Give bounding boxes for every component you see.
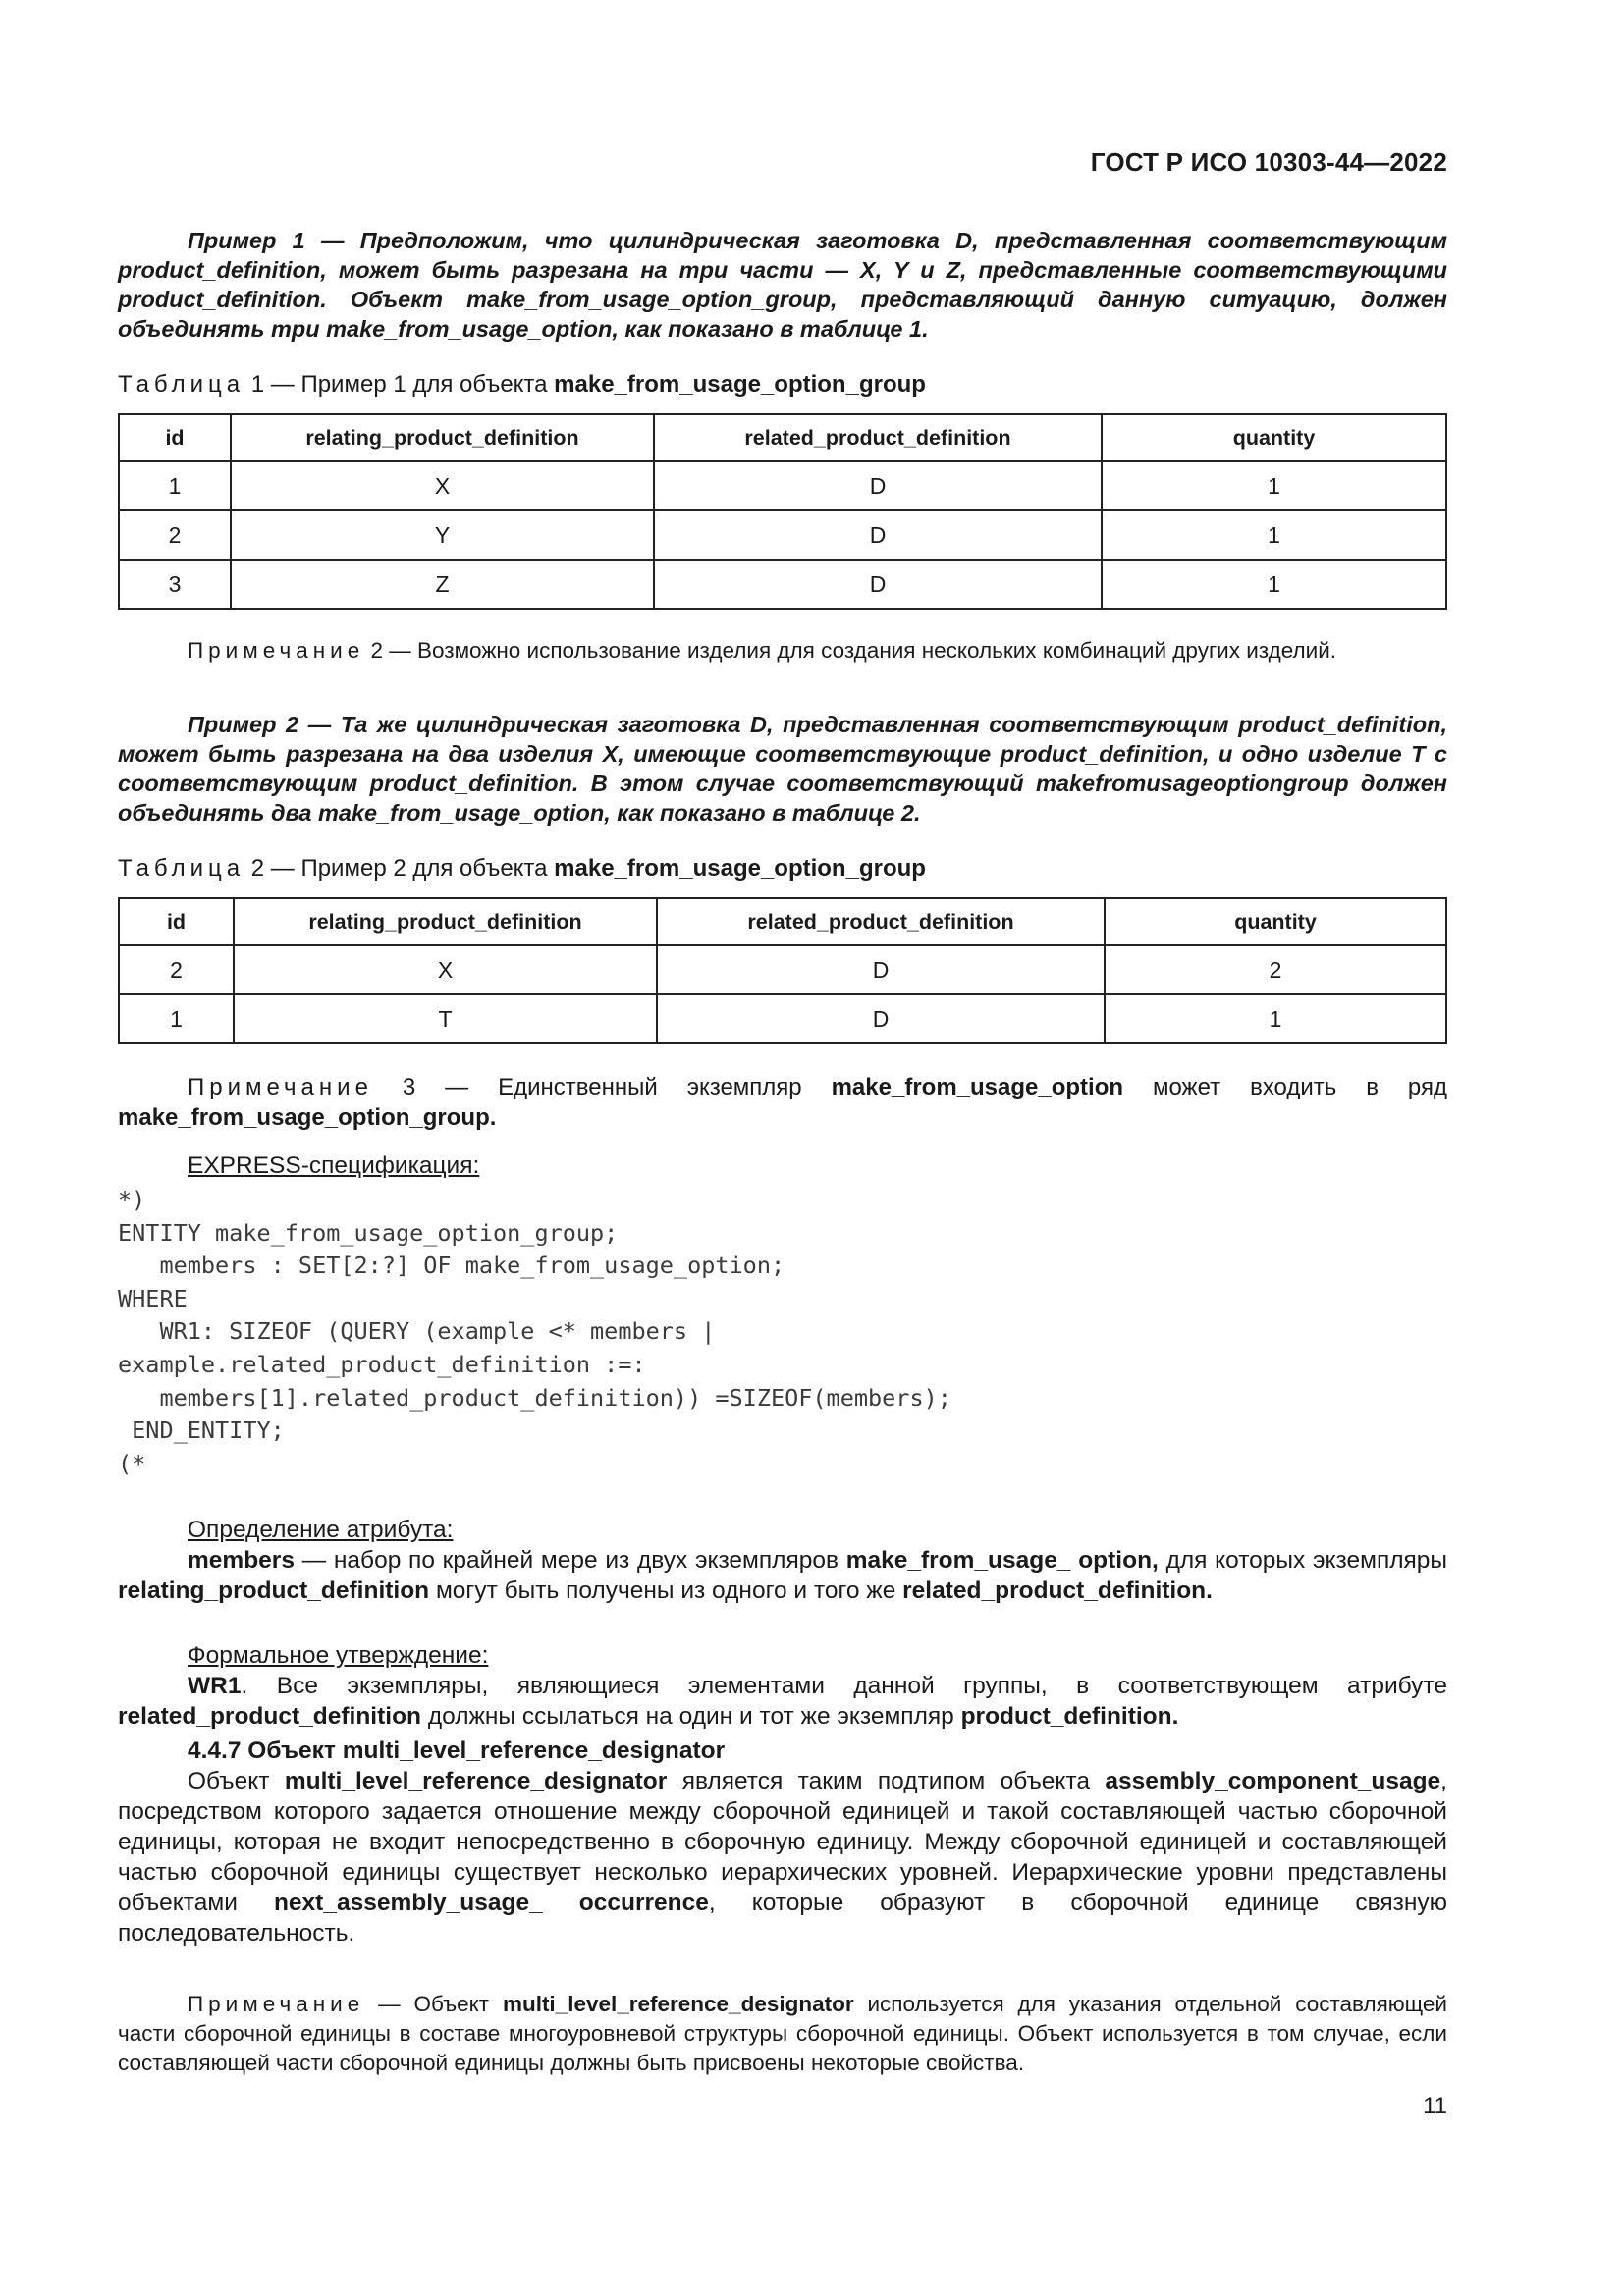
table-2-caption-entity: make_from_usage_option_group	[554, 855, 926, 881]
table-cell: 1	[119, 461, 231, 510]
table-cell: D	[657, 994, 1105, 1043]
table-row	[119, 510, 1446, 560]
table-cell: 2	[119, 510, 231, 560]
attribute-text-c: могут быть получены из одного и того же	[429, 1577, 903, 1604]
example-1	[118, 226, 1447, 344]
express-heading: EXPRESS-спецификация:	[188, 1152, 480, 1179]
table-cell: T	[234, 994, 657, 1043]
table-cell: Z	[231, 560, 654, 609]
table-2-header-cell: related_product_definition	[657, 898, 1105, 945]
final-note-text-a: — Объект	[364, 1992, 503, 2016]
section-title: 4.4.7 Объект multi_level_reference_designator	[188, 1737, 726, 1764]
table-cell: X	[231, 461, 654, 510]
table-2-header-cell: relating_product_definition	[234, 898, 657, 945]
note-2-label: Примечание	[188, 638, 365, 663]
table-1-header-cell: relating_product_definition	[231, 414, 654, 461]
table-row	[119, 560, 1446, 609]
table-cell: D	[654, 461, 1102, 510]
section-text-b: является таким подтипом объекта	[667, 1768, 1106, 1794]
final-note	[118, 1990, 1447, 2078]
attribute-text-b: для которых экземпляры	[1158, 1547, 1448, 1574]
table-1-header-cell: related_product_definition	[654, 414, 1102, 461]
table-cell: D	[654, 560, 1102, 609]
note-3	[118, 1072, 1447, 1133]
section-text-d: , которые образуют в сборочной единице связную последовательность.	[118, 1890, 1448, 1947]
section-text-a: Объект	[188, 1768, 285, 1794]
table-cell: 1	[1105, 994, 1446, 1043]
table-1-header-row	[119, 414, 1446, 461]
table-row	[119, 994, 1446, 1043]
table-1-caption-prefix: Таблица	[118, 371, 245, 398]
example-1-text: — Предположим, что цилиндрическая заготовка D, представленная соответствующим product_definition, может быть разрезана на три части — X, Y и Z, представленные соответствующими product_definition. Объект make_from_usage_option_group, представляющий данную ситуацию, должен объединять три make_from_usage_option, как показано в таблице 1.	[118, 228, 1447, 342]
table-1-caption-entity: make_from_usage_option_group	[554, 371, 926, 398]
attribute-entity-b: relating_product_definition	[118, 1577, 430, 1604]
table-cell: 2	[1105, 945, 1446, 994]
table-cell: Y	[231, 510, 654, 560]
table-row	[119, 945, 1446, 994]
formal-proposition-heading: Формальное утверждение:	[188, 1642, 489, 1669]
final-note-text-b: используется для указания отдельной составляющей части сборочной единицы в составе многоуровневой структуры сборочной единицы. Объект используется в том случае, если составляющей части сборочной единицы должны быть присвоены некоторые свойства.	[118, 1992, 1448, 2075]
table-cell: 1	[1102, 510, 1446, 560]
table-1-caption	[118, 370, 1447, 400]
table-cell: D	[657, 945, 1105, 994]
table-cell: 1	[1102, 560, 1446, 609]
table-2-header-cell: id	[119, 898, 234, 945]
table-cell: 3	[119, 560, 231, 609]
express-heading-block	[118, 1150, 1447, 1181]
formal-text-a: . Все экземпляры, являющиеся элементами данной группы, в соответствующем атрибуте	[241, 1673, 1447, 1699]
table-2	[118, 897, 1447, 1044]
note-3-text-a: 3 — Единственный экземпляр	[372, 1074, 832, 1100]
table-1-header-cell: quantity	[1102, 414, 1446, 461]
table-1-header-cell: id	[119, 414, 231, 461]
attribute-definition-heading: Определение атрибута:	[188, 1517, 454, 1543]
section-entity-c: next_assembly_usage_ occurrence	[273, 1890, 709, 1916]
note-2-text: 2 — Возможно использование изделия для создания нескольких комбинаций других изделий.	[364, 638, 1337, 663]
table-2-header-cell: quantity	[1105, 898, 1446, 945]
formal-proposition	[118, 1640, 1447, 1732]
note-3-entity-a: make_from_usage_option	[831, 1074, 1124, 1100]
attribute-name: members	[188, 1547, 295, 1574]
formal-entity-a: related_product_definition	[118, 1703, 422, 1730]
section-4-4-7	[118, 1735, 1447, 1949]
attribute-definition	[118, 1515, 1447, 1606]
note-3-text-b: может входить в ряд	[1123, 1074, 1447, 1100]
table-2-header-row	[119, 898, 1446, 945]
table-cell: 1	[1102, 461, 1446, 510]
attribute-entity-a: make_from_usage_ option,	[845, 1547, 1159, 1574]
section-entity-b: assembly_component_usage	[1105, 1768, 1441, 1794]
table-row	[119, 461, 1446, 510]
final-note-label: Примечание	[188, 1992, 365, 2016]
table-1	[118, 413, 1447, 610]
table-2-caption-rest: 2 — Пример 2 для объекта	[244, 855, 555, 881]
table-cell: 1	[119, 994, 234, 1043]
table-2-caption-prefix: Таблица	[118, 855, 245, 881]
table-2-caption	[118, 854, 1447, 883]
note-3-entity-b: make_from_usage_option_group.	[118, 1104, 497, 1131]
section-entity-a: multi_level_reference_designator	[284, 1768, 668, 1794]
formal-entity-b: product_definition.	[960, 1703, 1179, 1730]
formal-text-b: должны ссылаться на один и тот же экземпляр	[421, 1703, 961, 1730]
express-code: *) ENTITY make_from_usage_option_group; members : SET[2:?] OF make_from_usage_option; WHERE WR1: SIZEOF (QUERY (example <* members | example.related_product_definition :=: members[1].related_product_definition)) =SIZEOF(members); END_ENTITY; (*	[118, 1186, 951, 1477]
document-header: ГОСТ Р ИСО 10303-44—2022	[1090, 147, 1447, 177]
attribute-text-a: — набор по крайней мере из двух экземпляров	[294, 1547, 846, 1574]
example-2-text: Пример 2 — Та же цилиндрическая заготовка D, представленная соответствующим product_definition, может быть разрезана на два изделия X, имеющие соответствующие product_definition, и одно изделие T с соответствующим product_definition. В этом случае соответствующий makefromusageoptiongroup должен объединять два make_from_usage_option, как показано в таблице 2.	[118, 712, 1447, 826]
table-1-caption-rest: 1 — Пример 1 для объекта	[244, 371, 555, 398]
table-cell: D	[654, 510, 1102, 560]
final-note-entity-a: multi_level_reference_designator	[502, 1992, 854, 2016]
section-text-c: , посредством которого задается отношение между сборочной единицей и такой составляющей частью сборочной единицы, которая не входит непосредственно в сборочную единицу. Между сборочной единицей и составляющей частью сборочной единицы существует несколько иерархических уровней. Иерархические уровни представлены объектами	[118, 1768, 1447, 1916]
attribute-entity-c: related_product_definition.	[902, 1577, 1213, 1604]
note-2	[118, 636, 1447, 666]
formal-rule-name: WR1	[188, 1673, 242, 1699]
example-2	[118, 710, 1447, 828]
table-cell: 2	[119, 945, 234, 994]
note-3-label: Примечание	[188, 1074, 373, 1100]
table-cell: X	[234, 945, 657, 994]
example-1-label: Пример 1	[188, 228, 305, 253]
page-number: 11	[1423, 2093, 1447, 2119]
